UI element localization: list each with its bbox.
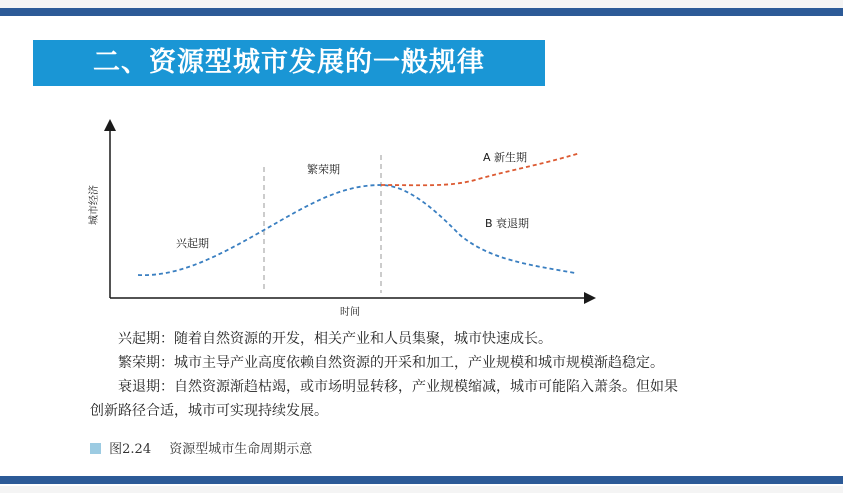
renewal-curve: [381, 153, 580, 185]
paragraph-decline-continued: 创新路径合适，城市可实现持续发展。: [90, 403, 328, 419]
body-text: [90, 327, 810, 423]
life-cycle-diagram: [80, 115, 610, 320]
paragraph-decline: 衰退期：自然资源渐趋枯竭，或市场明显转移，产业规模缩减，城市可能陷入萧条。但如果: [118, 379, 678, 395]
stage-label-renewal: A 新生期: [483, 151, 528, 164]
top-accent-bar: [0, 8, 843, 16]
stage-label-decline: B 衰退期: [485, 217, 530, 230]
stage-label-rise: 兴起期: [176, 237, 209, 250]
caption-square-icon: [90, 443, 101, 454]
figure-caption: [90, 440, 312, 460]
diagram-svg: [80, 115, 610, 320]
paragraph-prosperity: 繁荣期：城市主导产业高度依赖自然资源的开采和加工，产业规模和城市规模渐趋稳定。: [118, 355, 664, 371]
figure-label: 图2.24: [109, 442, 152, 457]
paragraph-rise: 兴起期：随着自然资源的开发，相关产业和人员集聚，城市快速成长。: [118, 331, 552, 347]
x-axis-label: 时间: [340, 307, 360, 318]
y-axis-label: 城市经济: [89, 185, 100, 225]
stage-label-prosperity: 繁荣期: [307, 163, 340, 176]
main-curve: [138, 185, 575, 275]
bottom-accent-bar: [0, 476, 843, 484]
figure-title: 资源型城市生命周期示意: [169, 442, 313, 457]
slide-title: 二、资源型城市发展的一般规律: [93, 47, 485, 78]
title-banner: [33, 40, 545, 86]
